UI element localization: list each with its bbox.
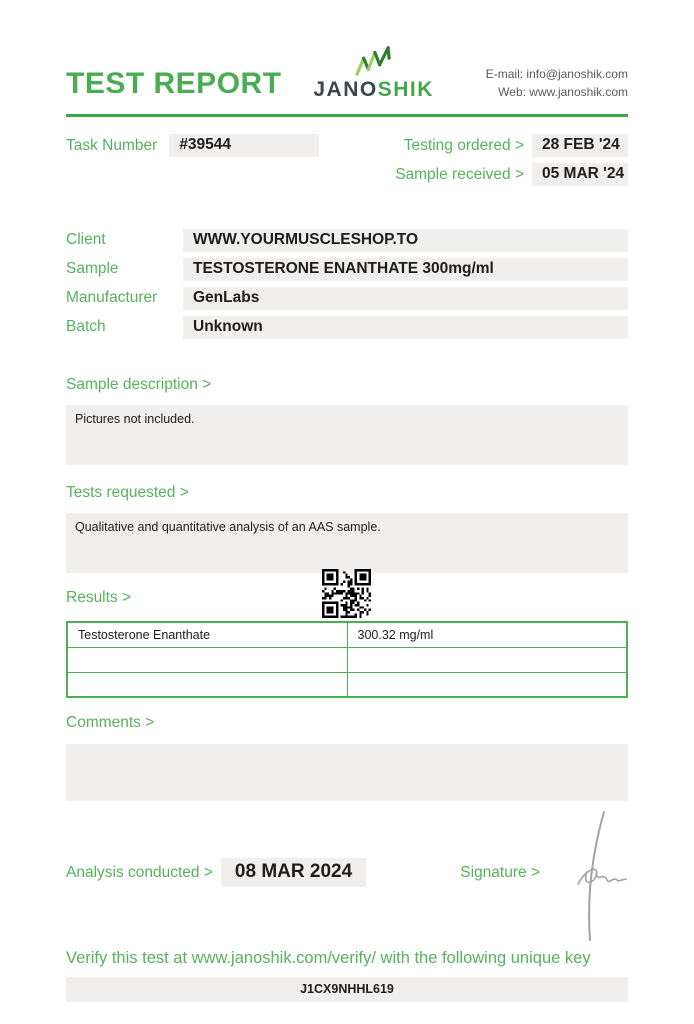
table-row [67,647,627,672]
sample-value: TESTOSTERONE ENANTHATE 300mg/ml [183,258,628,281]
sample-received-value: 05 MAR '24 [532,163,628,186]
header-divider [66,114,628,117]
sample-label: Sample [66,260,119,277]
analysis-signature-row [66,858,628,887]
analysis-conducted-row [66,858,366,887]
result-value [347,672,627,697]
logo-wordmark [313,79,434,100]
detail-row-client [66,229,628,252]
sample-details [66,229,628,339]
janoshik-logo [313,45,434,102]
comments-box [66,744,628,801]
signature-image [546,806,636,953]
table-row [67,622,627,647]
result-analyte: Testosterone Enanthate [67,622,347,647]
table-row [67,672,627,697]
detail-row-manufacturer [66,287,628,310]
detail-row-sample [66,258,628,281]
client-value: WWW.YOURMUSCLESHOP.TO [183,229,628,252]
batch-label: Batch [66,318,106,335]
sample-received-row [395,163,628,186]
result-analyte [67,672,347,697]
comments-heading: Comments > [66,714,155,731]
testing-ordered-label: Testing ordered > [403,136,524,154]
analysis-date-value: 08 MAR 2024 [221,858,366,887]
contact-email: E-mail: info@janoshik.com [485,67,628,81]
sample-description-section [66,376,628,465]
task-number-row [66,134,319,157]
report-header [66,40,628,102]
page-title: TEST REPORT [66,67,282,100]
qr-code [322,569,371,618]
sample-received-label: Sample received > [395,165,524,183]
batch-value: Unknown [183,316,628,339]
client-label: Client [66,231,106,248]
logo-jano: JANO [313,78,378,101]
analysis-conducted-label: Analysis conducted > [66,863,213,881]
task-dates [395,134,628,192]
result-value: 300.32 mg/ml [347,622,627,647]
contact-web: Web: www.janoshik.com [498,85,628,99]
result-analyte [67,647,347,672]
sample-description-box: Pictures not included. [66,405,628,465]
comments-section [66,714,628,801]
testing-ordered-row [395,134,628,157]
task-number-label: Task Number [66,136,158,154]
logo-shik: SHIK [377,78,434,101]
results-table [66,621,628,698]
signature-label: Signature > [460,863,540,881]
tests-requested-box: Qualitative and quantitative analysis of an AAS sample. [66,513,628,573]
testing-ordered-value: 28 FEB '24 [532,134,628,157]
detail-row-batch [66,316,628,339]
logo-chart-icon [352,45,396,77]
manufacturer-value: GenLabs [183,287,628,310]
tests-requested-heading: Tests requested > [66,484,189,501]
result-value [347,647,627,672]
manufacturer-label: Manufacturer [66,289,158,306]
sample-description-heading: Sample description > [66,376,212,393]
task-section [66,134,628,192]
unique-key: J1CX9NHHL619 [66,977,628,1002]
task-number-value: #39544 [169,134,319,157]
results-heading: Results > [66,589,132,606]
tests-requested-section [66,484,628,573]
verify-text: Verify this test at www.janoshik.com/verify/ with the following unique key [66,949,591,967]
contact-block [486,65,628,102]
